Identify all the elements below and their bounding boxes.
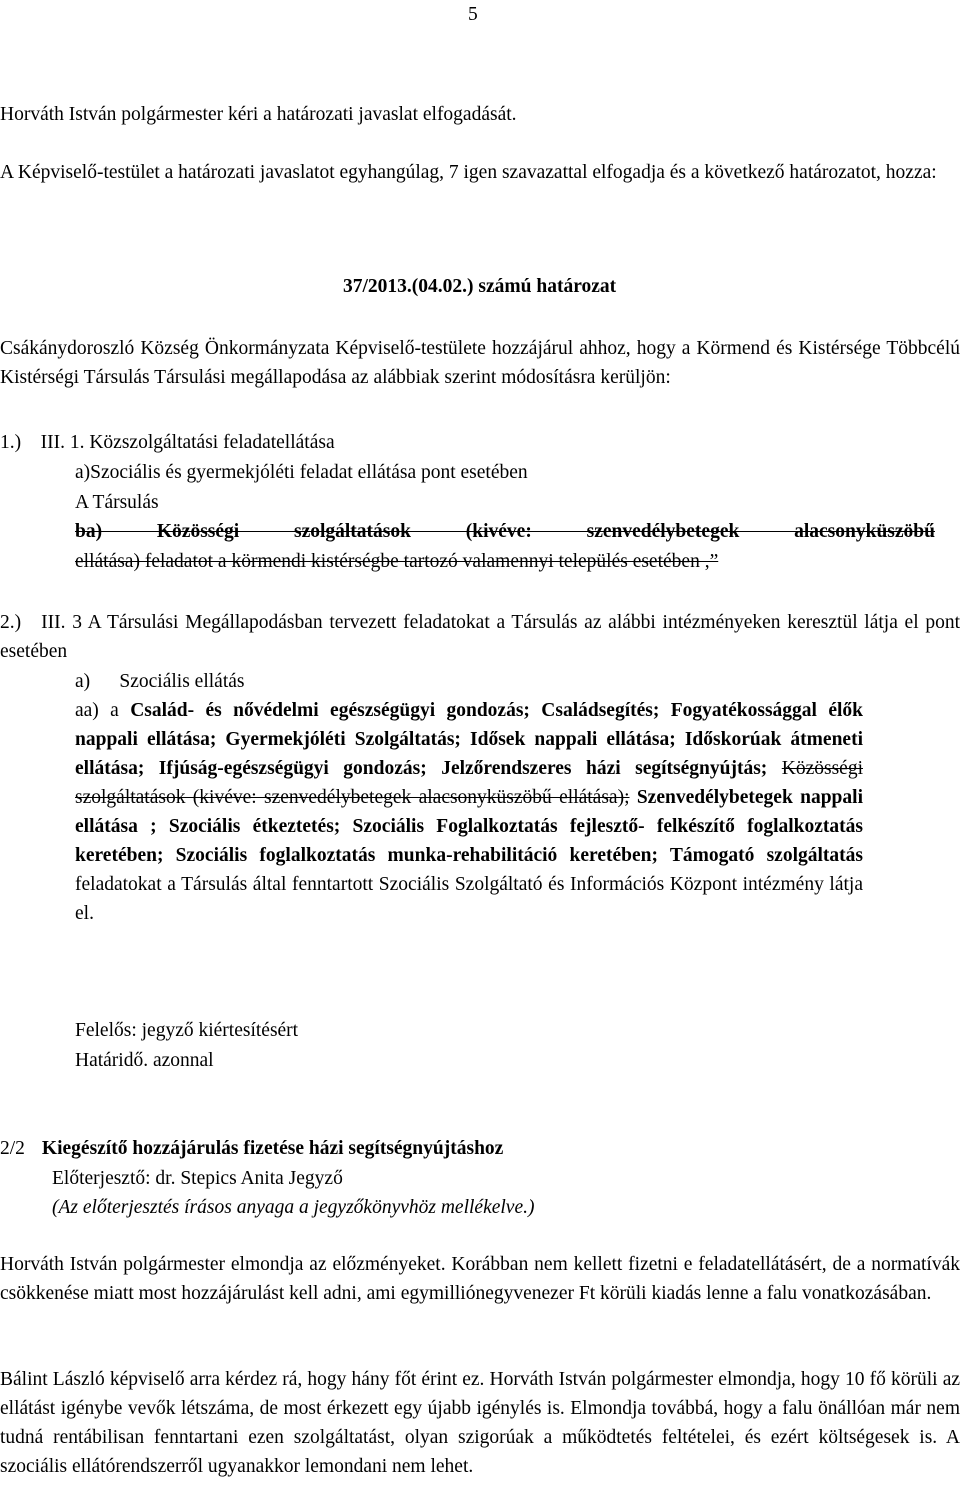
section-title: Kiegészítő hozzájárulás fizetése házi segítségnyújtáshoz	[41, 1138, 504, 1159]
item2-heading: 2.) III. 3 A Társulási Megállapodásban tervezett feladatokat a Társulás az alábbi intézményeken keresztül látja el pont esetében	[0, 612, 960, 662]
aa-tail: feladatokat a Társulás által fenntartott Szociális Szolgáltató és Információs Központ intézmény látja el.	[75, 874, 863, 924]
paragraph-vote: A Képviselő-testület a határozati javaslatot egyhangúlag, 7 igen szavazattal elfogadja és a következő határozatot, hozza:	[0, 162, 937, 183]
item1-heading: 1.) III. 1. Közszolgáltatási feladatellátása	[0, 432, 335, 453]
item1-struck-line1	[75, 517, 935, 546]
paragraph-request: Horváth István polgármester kéri a határozati javaslat elfogadását.	[0, 104, 517, 125]
paragraph-resolution: Csákánydoroszló Község Önkormányzata Képviselő-testülete hozzájárul ahhoz, hogy a Körmend és Kistérsége Többcélú Kistérségi Társulás Társulási megállapodása az alábbiak szerint módosításra kerüljön:	[0, 338, 960, 388]
paragraph-mayor: Horváth István polgármester elmondja az előzményeket. Korábban nem kellett fizetni e feladatellátásért, de a normatívák csökkenése miatt most hozzájárulást kell adni, ami egymilliónegyvenezer Ft körüli kiadás lenne a falu vonatkozásában.	[0, 1254, 960, 1304]
struck-text: ba) Közösségi szolgáltatások (kivéve: szenvedélybetegek alacsonyküszöbű	[75, 521, 935, 542]
section-number: 2/2	[0, 1138, 25, 1159]
aa-services-bold: Család- és nővédelmi egészségügyi gondozás; Családsegítés; Fogyatékossággal élők nappali ellátása; Gyermekjóléti Szolgáltatás; Idősek nappali ellátása; Időskorúak átmeneti ellátása; Ifjúság-egészségügyi gondozás; Jelzőrendszeres házi segítségnyújtás;	[75, 700, 863, 779]
attachment-note: (Az előterjesztés írásos anyaga a jegyzőkönyvhöz mellékelve.)	[52, 1197, 535, 1218]
paragraph-discussion: Bálint László képviselő arra kérdez rá, hogy hány főt érint ez. Horváth István polgármester elmondja, hogy 10 fő körüli az ellátást igénybe vevők létszáma, de most érkezett egy újabb igénylés is. Elmondja továbbá, hogy a falu önállóan már nem tudná rentábilisan fenntartani ezen szolgáltatást, olyan szigorúak a működtetés feltételei, és ezért költségesek is. A szociális ellátórendszerről ugyanakkor lemondani nem lehet.	[0, 1369, 960, 1477]
section-heading	[0, 1134, 960, 1163]
deadline: Határidő. azonnal	[75, 1050, 214, 1071]
resolution-title: 37/2013.(04.02.) számú határozat	[343, 276, 617, 297]
page-number: 5	[468, 4, 478, 25]
presenter: Előterjesztő: dr. Stepics Anita Jegyző	[52, 1168, 343, 1189]
item1-tarsulas: A Társulás	[75, 492, 159, 513]
responsible: Felelős: jegyző kiértesítésért	[75, 1020, 299, 1041]
item2-aa-paragraph	[75, 696, 863, 928]
aa-struck: Közösségi szolgáltatások (kivéve: szenvedélybetegek alacsonyküszöbű ellátása);	[75, 758, 863, 808]
aa-prefix: aa) a	[75, 700, 131, 721]
aa-services-bold2: Szenvedélybetegek nappali ellátása ; Szociális étkeztetés; Szociális Foglalkoztatás fejlesztő- felkészítő foglalkoztatás keretében; Szociális foglalkoztatás munka-rehabilitáció keretében; Támogató szolgáltatás	[75, 787, 863, 866]
item1-struck-line2	[75, 547, 960, 576]
struck-text: ellátása) feladatot a körmendi kistérségbe tartozó valamennyi település esetében ,”	[75, 551, 719, 572]
item2-subpoint-a: a) Szociális ellátás	[75, 671, 245, 692]
item1-subpoint-a: a)Szociális és gyermekjóléti feladat ellátása pont esetében	[75, 462, 528, 483]
